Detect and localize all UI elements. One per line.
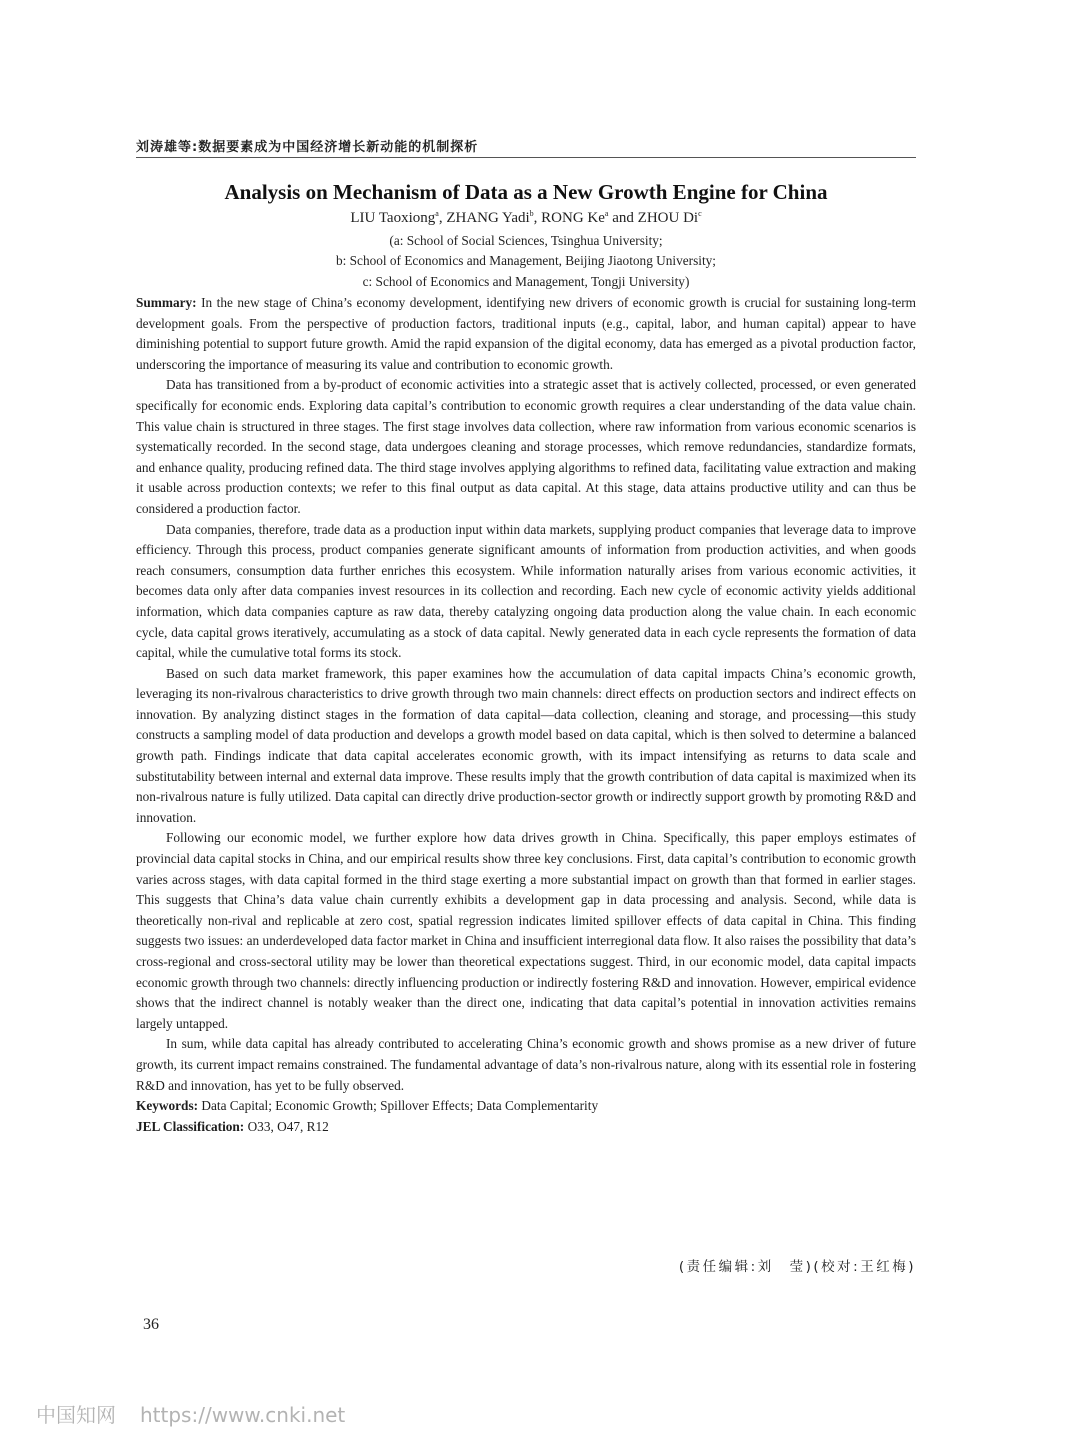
cnki-watermark: [36, 1399, 345, 1428]
jel-line: [136, 1117, 916, 1138]
body-paragraph: Following our economic model, we further explore how data drives growth in China. Specifically, this paper employs estimates of provincial data capital stocks in China, and our empirical results show three key conclusions. First, data capital’s contribution to economic growth varies across stages, with data capital formed in the third stage exerting a more substantial impact on growth than that formed in earlier stages. This suggests that China’s data value chain currently exhibits a development gap in data processing and analysis. Second, while data is theoretically non-rival and replicable at zero cost, spatial regression indicates limited spillover effects of data capital in China. This finding suggests two issues: an underdeveloped data factor market in China and insufficient interregional data flow. It also raises the possibility that data’s cross-regional and cross-sectoral utility may be lower than theoretical expectations suggest. Third, in our economic model, data capital impacts economic growth through two channels: directly influencing production or indirectly fostering R&D and innovation. However, empirical evidence shows that the indirect channel is notably weaker than the direct one, indicating that data capital’s potential in innovation activities remains largely untapped.: [136, 830, 916, 1031]
affiliation-line: c: School of Economics and Management, Tongji University): [362, 274, 690, 289]
author-affil-mark: c: [698, 209, 702, 218]
author-name: LIU Taoxiong: [350, 210, 436, 226]
author-list: [136, 209, 916, 227]
abstract-body: [136, 293, 916, 1137]
paragraph-text: In the new stage of China’s economy development, identifying new drivers of economic growth is crucial for sustaining long-term development goals. From the perspective of production factors, traditional inputs (e.g., capital, labor, and human capital) appear to have diminishing potential to support future growth. Amid the rapid expansion of the digital economy, data has emerged as a pivotal production factor, underscoring the importance of measuring its value and contribution to economic growth.: [136, 295, 916, 372]
keywords-line: [136, 1096, 916, 1117]
keywords-label: Keywords:: [136, 1098, 199, 1114]
body-paragraph: Data has transitioned from a by-product of economic activities into a strategic asset that is actively collected, processed, or even generated specifically for economic ends. Exploring data capital’s contribution to economic growth requires a clear understanding of the data value chain. This value chain is structured in three stages. The first stage involves data collection, where raw information from various economic scenarios is systematically recorded. In the second stage, data undergoes cleaning and storage processes, which remove redundancies, standardize formats, and enhance quality, producing refined data. The third stage involves applying algorithms to refined data, facilitating value extraction and making it usable across production contexts; we refer to this final output as data capital. At this stage, data attains productive utility and can thus be considered a production factor.: [136, 377, 916, 516]
running-header: 刘涛雄等:数据要素成为中国经济增长新动能的机制探析: [136, 140, 479, 155]
summary-label: Summary:: [136, 295, 197, 310]
editor-note: (责任编辑:刘 莹)(校对:王红梅): [678, 1259, 916, 1275]
watermark-url: https://www.cnki.net: [140, 1403, 346, 1427]
jel-label: JEL Classification:: [136, 1118, 245, 1134]
author-separator: ,: [438, 210, 447, 226]
header-rule: [136, 157, 916, 158]
paper-title: Analysis on Mechanism of Data as a New Growth Engine for China: [224, 180, 828, 204]
body-paragraph: Based on such data market framework, this paper examines how the accumulation of data capital impacts China’s economic growth, leveraging its non-rivalrous characteristics to drive growth through two main channels: direct effects on production sectors and indirect effects on innovation. By analyzing distinct stages in the formation of data capital—data collection, cleaning and storage, and processing—this study constructs a sampling model of data production and develops a growth model based on data capital, which is then solved to determine a balanced growth path. Findings indicate that data capital accelerates economic growth, with its impact intensifying as returns to data scale and substitutability between internal and external data improve. These results imply that the growth contribution of data capital is maximized when its non-rivalrous nature is fully utilized. Data capital can directly drive production-sector growth or indirectly support growth by promoting R&D and innovation.: [136, 665, 916, 825]
affiliation-line: b: School of Economics and Management, Beijing Jiaotong University;: [335, 253, 716, 268]
author-name: ZHANG Yadi: [446, 210, 530, 226]
watermark-brand: 中国知网: [36, 1403, 116, 1427]
keywords-value: Data Capital; Economic Growth; Spillover Effects; Data Complementarity: [201, 1098, 599, 1114]
summary-paragraph: [136, 293, 916, 375]
page-number: 36: [143, 1316, 159, 1333]
body-paragraph: Data companies, therefore, trade data as a production input within data markets, supplying product companies that leverage data to improve efficiency. Through this process, product companies generate significant amounts of information from production activities, and when goods reach consumers, consumption data further enriches this ecosystem. While information naturally arises from various economic activities, it becomes data only after data companies invest resources in its collection and recording. Each new cycle of economic activity yields additional information, which data companies capture as raw data, thereby catalyzing ongoing data production along the value chain. In each economic cycle, data capital grows iteratively, accumulating as a stock of data capital. Newly generated data in each cycle represents the formation of data capital, while the cumulative total forms its stock.: [136, 521, 916, 661]
author-affil-mark: a: [604, 209, 609, 218]
author-affil-mark: a: [435, 209, 439, 218]
body-paragraph: In sum, while data capital has already contributed to accelerating China’s economic growth and shows promise as a new driver of future growth, its current impact remains constrained. The fundamental advantage of data’s non-rivalrous nature, along with its essential role in fostering R&D and innovation, has yet to be fully observed.: [136, 1036, 916, 1093]
author-separator: ,: [533, 210, 542, 226]
author-affil-mark: b: [529, 209, 534, 218]
affiliation-line: (a: School of Social Sciences, Tsinghua University;: [389, 233, 663, 248]
jel-value: O33, O47, R12: [247, 1118, 329, 1134]
author-name: ZHOU Di: [637, 210, 699, 226]
author-separator: and: [608, 210, 638, 226]
author-name: RONG Ke: [541, 210, 605, 226]
